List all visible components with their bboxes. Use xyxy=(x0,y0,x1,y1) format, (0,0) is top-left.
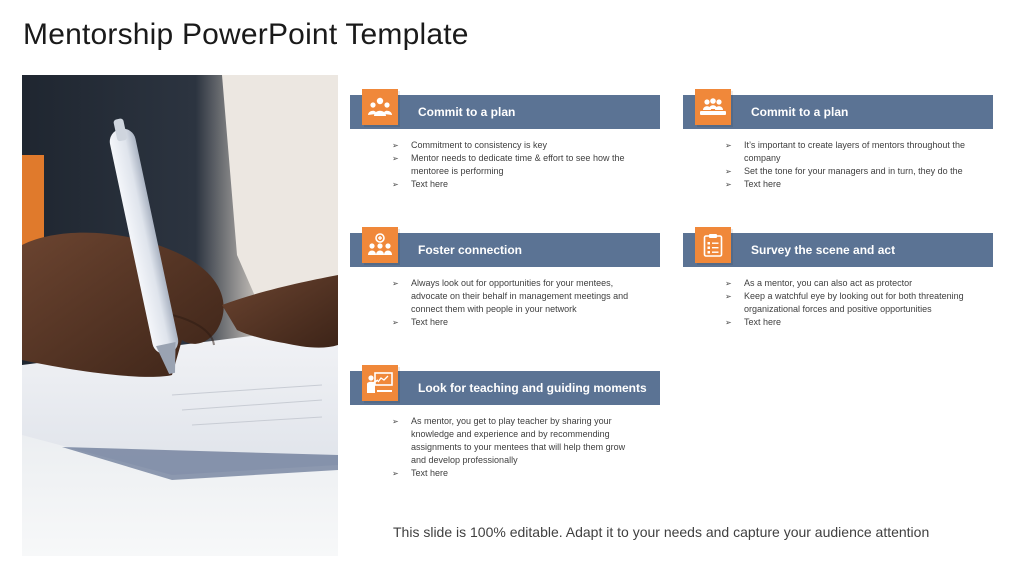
card-header xyxy=(350,233,660,267)
bullet-list xyxy=(683,277,993,329)
list-item: ➢ Set the tone for your managers and in turn, they do the xyxy=(725,166,963,176)
list-item: ➢ Text here xyxy=(392,468,449,478)
list-item: ➢ Mentor needs to dedicate time & effort to see how the mentoree is performing xyxy=(392,153,625,176)
list-item: ➢ Commitment to consistency is key xyxy=(392,140,548,150)
arrow-bullet-icon: ➢ xyxy=(392,279,399,288)
card-title: Foster connection xyxy=(418,243,523,257)
card-title: Commit to a plan xyxy=(418,105,516,119)
card-teaching-moments xyxy=(350,371,660,480)
card-header xyxy=(350,371,660,405)
arrow-bullet-icon: ➢ xyxy=(392,417,399,426)
card-survey-scene xyxy=(683,233,993,329)
card-foster-connection xyxy=(350,233,660,329)
bullet-list xyxy=(350,277,660,329)
list-item: ➢ As mentor, you get to play teacher by sharing your knowledge and experience and by recommending assignments to your mentees that will help them grow and develop professionally xyxy=(392,416,626,465)
arrow-bullet-icon: ➢ xyxy=(725,141,732,150)
teacher-board-icon xyxy=(362,365,398,401)
footer-note: This slide is 100% editable. Adapt it to your needs and capture your audience attention xyxy=(393,524,930,540)
slide-title: Mentorship PowerPoint Template xyxy=(23,18,469,51)
bullet-list xyxy=(350,415,660,480)
arrow-bullet-icon: ➢ xyxy=(392,469,399,478)
list-item: ➢ Text here xyxy=(392,317,449,327)
group-discussion-icon xyxy=(362,89,398,125)
list-item: ➢ Text here xyxy=(725,317,782,327)
arrow-bullet-icon: ➢ xyxy=(725,279,732,288)
clipboard-checklist-icon xyxy=(695,227,731,263)
arrow-bullet-icon: ➢ xyxy=(392,318,399,327)
list-item: ➢ As a mentor, you can also act as protector xyxy=(725,278,913,288)
hand-writing-photo xyxy=(22,75,338,556)
card-commit-plan-1 xyxy=(350,95,660,191)
bullet-list xyxy=(683,139,993,191)
card-title: Survey the scene and act xyxy=(751,243,896,257)
card-header xyxy=(350,95,660,129)
card-commit-plan-2 xyxy=(683,95,993,191)
bullet-list xyxy=(350,139,660,191)
meeting-table-icon xyxy=(695,89,731,125)
card-header xyxy=(683,233,993,267)
card-title: Commit to a plan xyxy=(751,105,849,119)
list-item: ➢ Text here xyxy=(392,179,449,189)
list-item: ➢ It’s important to create layers of mentors throughout the company xyxy=(725,140,965,163)
arrow-bullet-icon: ➢ xyxy=(725,167,732,176)
card-title: Look for teaching and guiding moments xyxy=(418,381,647,395)
list-item: ➢ Text here xyxy=(725,179,782,189)
hero-photo xyxy=(22,75,338,556)
arrow-bullet-icon: ➢ xyxy=(725,180,732,189)
arrow-bullet-icon: ➢ xyxy=(725,292,732,301)
list-item: ➢ Always look out for opportunities for your mentees, advocate on their behalf in management meetings and connect them with people in your network xyxy=(392,278,629,314)
list-item: ➢ Keep a watchful eye by looking out for both threatening organizational forces and positive opportunities xyxy=(725,291,964,314)
arrow-bullet-icon: ➢ xyxy=(392,154,399,163)
team-network-icon xyxy=(362,227,398,263)
card-header xyxy=(683,95,993,129)
arrow-bullet-icon: ➢ xyxy=(392,180,399,189)
arrow-bullet-icon: ➢ xyxy=(725,318,732,327)
arrow-bullet-icon: ➢ xyxy=(392,141,399,150)
